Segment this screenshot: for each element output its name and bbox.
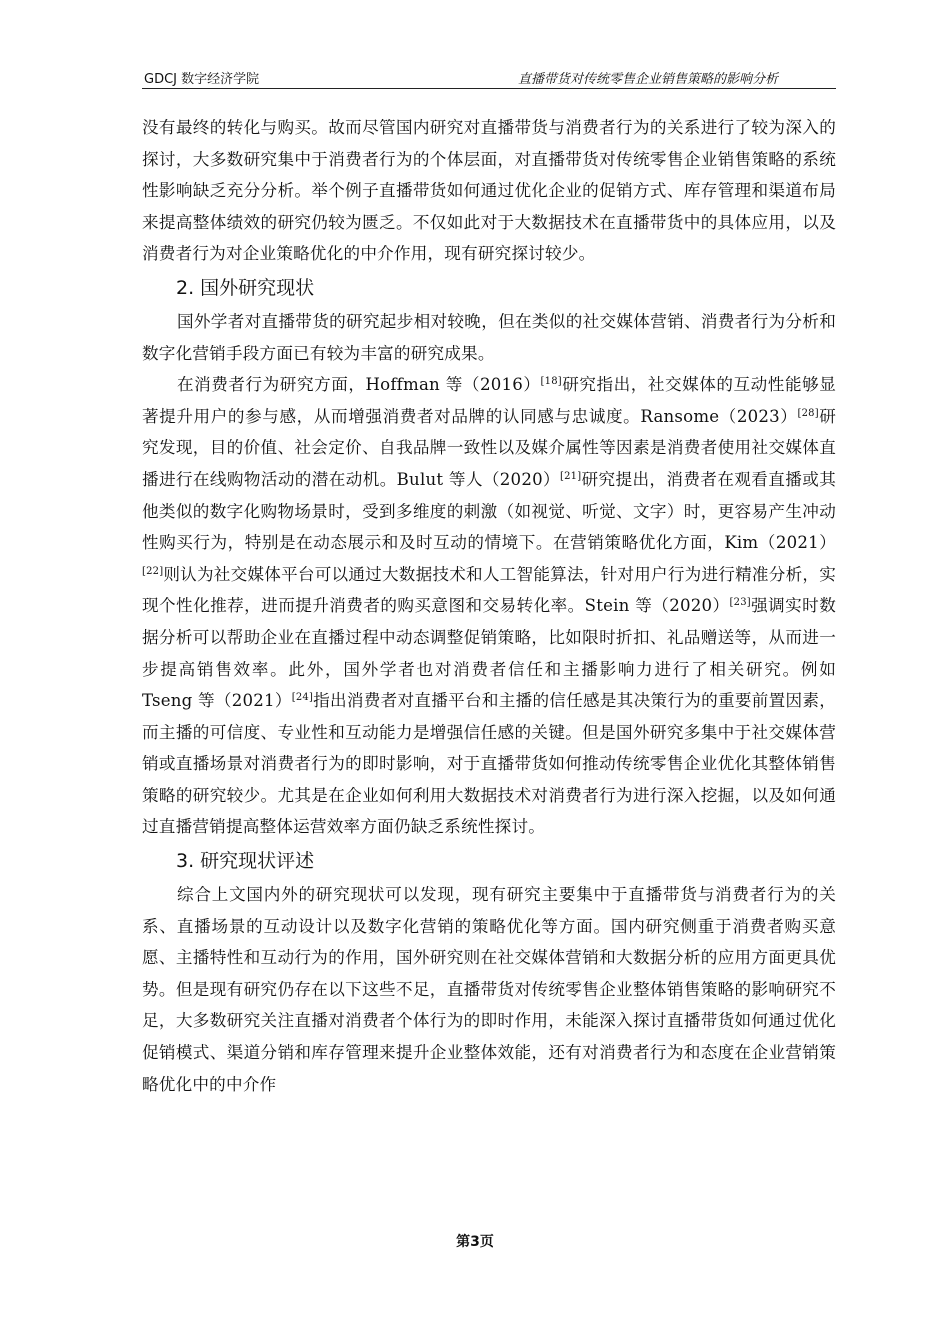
text-run: 研究指出，社交媒体的互动性能够显著提升用户的参与感，从而增强消费者对品牌的认同感与忠诚度。Ransome（2023）: [142, 375, 837, 426]
citation-ref: [28]: [797, 407, 819, 419]
paragraph-foreign-studies: [142, 369, 836, 843]
citation-ref: [23]: [729, 597, 751, 609]
paragraph-domestic-research-end: 没有最终的转化与购买。故而尽管国内研究对直播带货与消费者行为的关系进行了较为深入的探讨，大多数研究集中于消费者行为的个体层面，对直播带货对传统零售企业销售策略的系统性影响缺乏充分分析。举个例子直播带货如何通过优化企业的促销方式、库存管理和渠道布局来提高整体绩效的研究仍较为匮乏。不仅如此对于大数据技术在直播带货中的具体应用，以及消费者行为对企业策略优化的中介作用，现有研究探讨较少。: [142, 118, 836, 264]
citation-ref: [21]: [560, 470, 582, 482]
running-header: [142, 64, 836, 89]
citation-ref: [24]: [291, 692, 314, 704]
citation-ref: [22]: [142, 565, 164, 577]
text-run: 指出消费者对直播平台和主播的信任感是其决策行为的重要前置因素，而主播的可信度、专业性和互动能力是增强信任感的关键。但是国外研究多集中于社交媒体营销或直播场景对消费者行为的即时影响，对于直播带货如何推动传统零售企业优化其整体销售策略的研究较少。尤其是在企业如何利用大数据技术对消费者行为进行深入挖掘，以及如何通过直播营销提高整体运营效率方面仍缺乏系统性探讨。: [142, 691, 836, 837]
text-run: 强调实时数据分析可以帮助企业在直播过程中动态调整促销策略，比如限时折扣、礼品赠送等，从而进一步提高销售效率。此外，国外学者也对消费者信任和主播影响力进行了相关研究。例如 Tseng 等（2021）: [142, 596, 837, 711]
page-body: [142, 112, 836, 1100]
text-run: 在消费者行为研究方面，Hoffman 等（2016）: [177, 375, 541, 395]
paragraph-foreign-intro: 国外学者对直播带货的研究起步相对较晚，但在类似的社交媒体营销、消费者行为分析和数字化营销手段方面已有较为丰富的研究成果。: [142, 311, 836, 363]
section-heading-review: 3. 研究现状评述: [176, 850, 315, 873]
text-run: 研究提出，消费者在观看直播或其他类似的数字化购物场景时，受到多维度的刺激（如视觉、听觉、文字）时，更容易产生冲动性购买行为，特别是在动态展示和及时互动的情境下。在营销策略优化方面，Kim（2021）: [142, 469, 836, 553]
citation-ref: [18]: [540, 376, 562, 388]
section-heading-foreign-research: 2. 国外研究现状: [176, 276, 315, 299]
header-paper-title: 直播带货对传统零售企业销售策略的影响分析: [517, 72, 778, 87]
page-number: 第3页: [456, 1234, 494, 1250]
header-school-name: GDCJ 数字经济学院: [144, 72, 260, 87]
text-run: 研究发现，目的价值、社会定价、自我品牌一致性以及媒介属性等因素是消费者使用社交媒体直播进行在线购物活动的潜在动机。Bulut 等人（2020）: [142, 406, 836, 489]
paragraph-review: 综合上文国内外的研究现状可以发现，现有研究主要集中于直播带货与消费者行为的关系、直播场景的互动设计以及数字化营销的策略优化等方面。国内研究侧重于消费者购买意愿、主播特性和互动行为的作用，国外研究则在社交媒体营销和大数据分析的应用方面更具优势。但是现有研究仍存在以下这些不足，直播带货对传统零售企业整体销售策略的影响研究不足，大多数研究关注直播对消费者个体行为的即时作用，未能深入探讨直播带货如何通过优化促销模式、渠道分销和库存管理来提升企业整体效能，还有对消费者行为和态度在企业营销策略优化中的中介作: [142, 885, 836, 1094]
text-run: 则认为社交媒体平台可以通过大数据技术和人工智能算法，针对用户行为进行精准分析，实现个性化推荐，进而提升消费者的购买意图和交易转化率。Stein 等（2020）: [142, 564, 836, 616]
